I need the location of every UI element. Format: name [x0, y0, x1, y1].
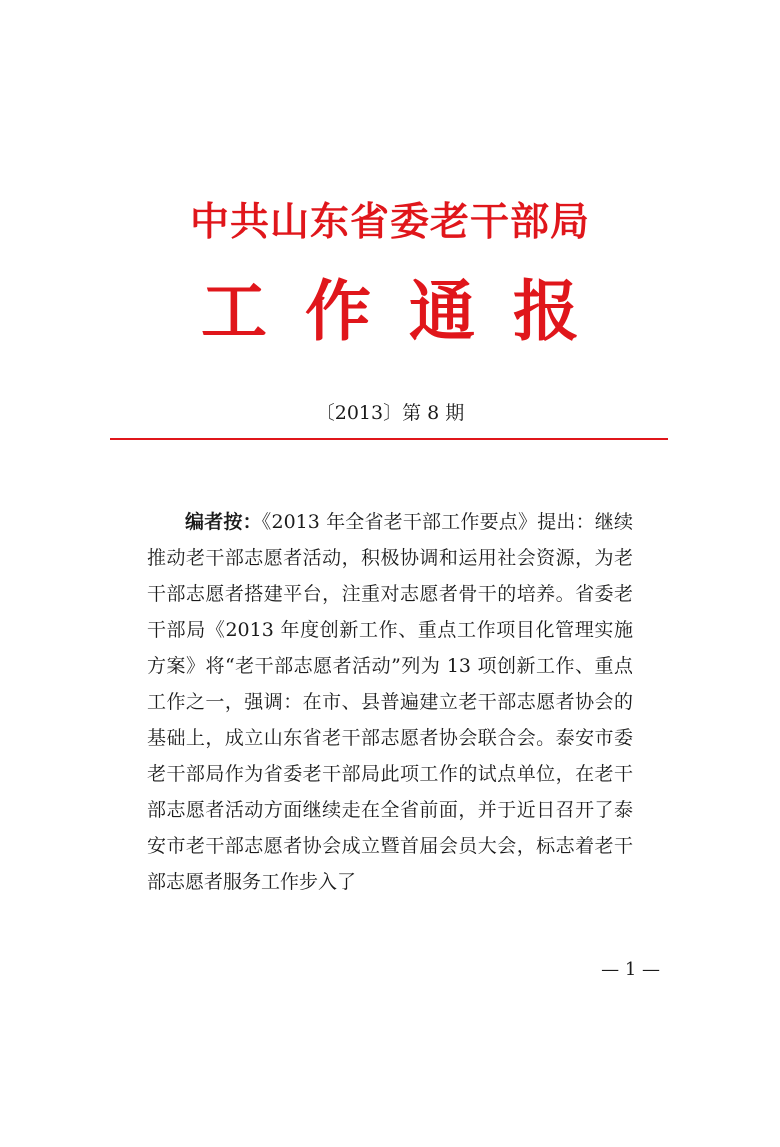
editor-note-text: 《2013 年全省老干部工作要点》提出：继续推动老干部志愿者活动，积极协调和运用社会资源，为老干部志愿者搭建平台，注重对志愿者骨干的培养。省委老干部局《2013 年度创新工作、重点工作项目化管理实施方案》将“老干部志愿者活动”列为 13 项创新工作、重点工作之一，强调：在市、县普遍建立老干部志愿者协会的基础上，成立山东省老干部志愿者协会联合会。泰安市委老干部局作为省委老干部局此项工作的试点单位，在老干部志愿者活动方面继续走在全省前面，并于近日召开了泰安市老干部志愿者协会成立暨首届会员大会，标志着老干部志愿者服务工作步入了	[147, 511, 633, 893]
org-title: 中共山东省委老干部局	[189, 199, 590, 245]
masthead-divider	[110, 438, 668, 440]
editor-note-label: 编者按：	[185, 511, 262, 533]
document-title: 工作通报	[201, 273, 617, 350]
editor-note-paragraph	[147, 504, 633, 900]
issue-number: 〔2013〕第 8 期	[315, 402, 465, 424]
page-number: — 1 —	[601, 959, 660, 980]
